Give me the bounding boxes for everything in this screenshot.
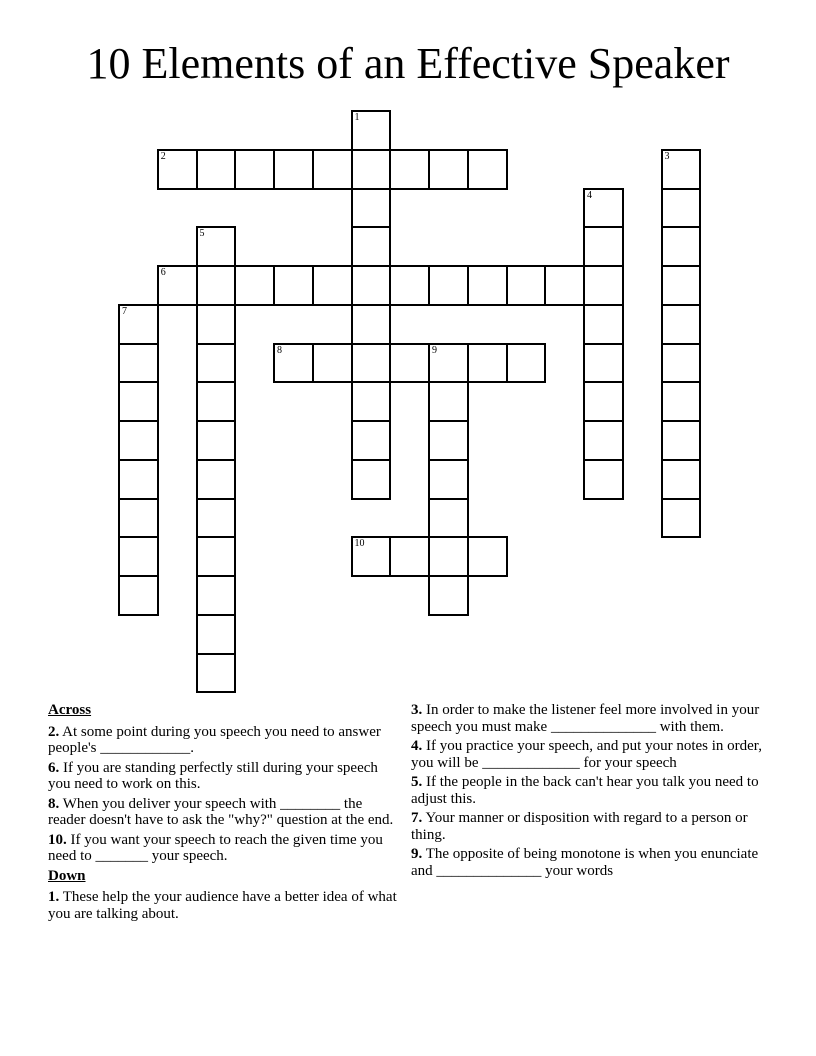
clue-number-label: 4 bbox=[587, 189, 592, 201]
grid-cell[interactable] bbox=[196, 459, 237, 500]
grid-cell[interactable] bbox=[273, 343, 314, 384]
grid-cell[interactable] bbox=[428, 459, 469, 500]
grid-cell[interactable] bbox=[118, 498, 159, 539]
clue-down-3 bbox=[411, 702, 771, 735]
grid-cell[interactable] bbox=[234, 149, 275, 190]
grid-cell[interactable] bbox=[351, 188, 392, 229]
grid-cell[interactable] bbox=[157, 149, 198, 190]
grid-cell[interactable] bbox=[661, 304, 702, 345]
clue-number: 4. bbox=[411, 738, 423, 754]
grid-cell[interactable] bbox=[428, 149, 469, 190]
grid-cell[interactable] bbox=[351, 381, 392, 422]
grid-cell[interactable] bbox=[428, 381, 469, 422]
grid-cell[interactable] bbox=[506, 343, 547, 384]
clue-number: 5. bbox=[411, 774, 423, 790]
clue-number: 7. bbox=[411, 810, 423, 826]
clue-number-label: 3 bbox=[664, 150, 670, 162]
grid-cell[interactable] bbox=[196, 304, 237, 345]
grid-cell[interactable] bbox=[583, 304, 624, 345]
clue-text: If you practice your speech, and put your notes in order, you will be _____________ for your speech bbox=[411, 738, 762, 771]
clue-number: 3. bbox=[411, 702, 423, 718]
grid-cell[interactable] bbox=[583, 459, 624, 500]
clue-number: 8. bbox=[48, 795, 60, 812]
grid-cell[interactable] bbox=[583, 343, 624, 384]
grid-cell[interactable] bbox=[312, 343, 353, 384]
grid-cell[interactable] bbox=[351, 304, 392, 345]
grid-cell[interactable] bbox=[196, 575, 237, 616]
clue-across-8 bbox=[48, 796, 398, 829]
clue-down-1 bbox=[48, 889, 398, 922]
grid-cell[interactable] bbox=[661, 265, 702, 306]
grid-cell[interactable] bbox=[661, 149, 702, 190]
grid-cell[interactable] bbox=[351, 149, 392, 190]
grid-cell[interactable] bbox=[428, 265, 469, 306]
grid-cell[interactable] bbox=[544, 265, 585, 306]
grid-cell[interactable] bbox=[583, 420, 624, 461]
clue-number-label: 8 bbox=[277, 344, 282, 356]
grid-cell[interactable] bbox=[196, 226, 237, 267]
grid-cell[interactable] bbox=[583, 226, 624, 267]
clue-number: 2. bbox=[48, 723, 60, 740]
grid-cell[interactable] bbox=[583, 265, 624, 306]
clue-down-4 bbox=[411, 738, 771, 771]
clue-number: 1. bbox=[48, 889, 60, 905]
clue-text: If you want your speech to reach the given time you need to _______ your speech. bbox=[48, 831, 383, 864]
down-heading: Down bbox=[48, 867, 86, 884]
clues-column-left bbox=[48, 702, 398, 925]
clue-text: Your manner or disposition with regard to a person or thing. bbox=[411, 810, 748, 843]
grid-cell[interactable] bbox=[118, 420, 159, 461]
grid-cell[interactable] bbox=[506, 265, 547, 306]
clue-number: 6. bbox=[48, 759, 60, 776]
grid-cell[interactable] bbox=[118, 381, 159, 422]
grid-cell[interactable] bbox=[157, 265, 198, 306]
grid-cell[interactable] bbox=[351, 226, 392, 267]
across-heading: Across bbox=[48, 702, 92, 718]
grid-cell[interactable] bbox=[196, 420, 237, 461]
grid-cell[interactable] bbox=[196, 653, 237, 694]
grid-cell[interactable] bbox=[351, 343, 392, 384]
grid-cell[interactable] bbox=[428, 498, 469, 539]
grid-cell[interactable] bbox=[273, 265, 314, 306]
clue-number-label: 6 bbox=[160, 267, 166, 278]
clue-down-7 bbox=[411, 810, 771, 843]
grid-cell[interactable] bbox=[583, 381, 624, 422]
grid-cell[interactable] bbox=[661, 381, 702, 422]
grid-cell[interactable] bbox=[196, 614, 237, 655]
clue-across-10 bbox=[48, 832, 398, 865]
grid-cell[interactable] bbox=[234, 265, 275, 306]
clue-text: At some point during you speech you need to answer people's ____________. bbox=[48, 723, 381, 756]
page-title: 10 Elements of an Effective Speaker bbox=[86, 39, 730, 88]
grid-cell[interactable] bbox=[273, 149, 314, 190]
clue-text: When you deliver your speech with ________ the reader doesn't have to ask the "why?" question at the end. bbox=[48, 795, 394, 828]
clue-down-5 bbox=[411, 774, 771, 807]
clue-number-label: 9 bbox=[432, 344, 437, 356]
grid-cell[interactable] bbox=[661, 226, 702, 267]
grid-cell[interactable] bbox=[661, 459, 702, 500]
grid-cell[interactable] bbox=[661, 420, 702, 461]
grid-cell[interactable] bbox=[351, 265, 392, 306]
grid-cell[interactable] bbox=[118, 304, 159, 345]
grid-cell[interactable] bbox=[312, 149, 353, 190]
grid-cell[interactable] bbox=[583, 188, 624, 229]
clue-text: In order to make the listener feel more involved in your speech you must make ______________ with them. bbox=[411, 702, 760, 735]
grid-cell[interactable] bbox=[196, 536, 237, 577]
clue-text: These help the your audience have a better idea of what you are talking about. bbox=[48, 889, 397, 922]
clue-down-9 bbox=[411, 846, 771, 879]
grid-cell[interactable] bbox=[351, 420, 392, 461]
grid-cell[interactable] bbox=[389, 265, 430, 306]
grid-cell[interactable] bbox=[661, 498, 702, 539]
grid-cell[interactable] bbox=[389, 149, 430, 190]
grid-cell[interactable] bbox=[661, 188, 702, 229]
clue-across-2 bbox=[48, 724, 398, 757]
grid-cell[interactable] bbox=[196, 343, 237, 384]
grid-cell[interactable] bbox=[428, 575, 469, 616]
clue-number-label: 10 bbox=[354, 538, 365, 550]
clue-text: The opposite of being monotone is when you enunciate and ______________ your words bbox=[411, 846, 759, 879]
grid-cell[interactable] bbox=[467, 536, 508, 577]
grid-cell[interactable] bbox=[118, 536, 159, 577]
grid-cell[interactable] bbox=[351, 459, 392, 500]
grid-cell[interactable] bbox=[661, 343, 702, 384]
grid-cell[interactable] bbox=[428, 420, 469, 461]
clue-across-6 bbox=[48, 760, 398, 793]
grid-cell[interactable] bbox=[118, 343, 159, 384]
grid-cell[interactable] bbox=[196, 498, 237, 539]
grid-cell[interactable] bbox=[196, 381, 237, 422]
grid-cell[interactable] bbox=[118, 459, 159, 500]
clue-number-label: 5 bbox=[199, 228, 205, 240]
clue-number-label: 7 bbox=[122, 305, 127, 317]
clue-number: 9. bbox=[411, 846, 423, 862]
clue-number: 10. bbox=[48, 831, 67, 848]
grid-cell[interactable] bbox=[196, 265, 237, 306]
clues-column-right bbox=[411, 702, 771, 882]
clue-number-label: 2 bbox=[160, 150, 166, 162]
grid-cell[interactable] bbox=[118, 575, 159, 616]
clue-text: If the people in the back can't hear you talk you need to adjust this. bbox=[411, 774, 759, 807]
grid-cell[interactable] bbox=[389, 343, 430, 384]
grid-cell[interactable] bbox=[467, 149, 508, 190]
clue-number-label: 1 bbox=[354, 112, 360, 123]
grid-cell[interactable] bbox=[196, 149, 237, 190]
grid-cell[interactable] bbox=[428, 343, 469, 384]
grid-cell[interactable] bbox=[467, 265, 508, 306]
grid-cell[interactable] bbox=[351, 110, 392, 151]
grid-cell[interactable] bbox=[467, 343, 508, 384]
grid-cell[interactable] bbox=[428, 536, 469, 577]
clue-text: If you are standing perfectly still during your speech you need to work on this. bbox=[48, 759, 378, 792]
grid-cell[interactable] bbox=[312, 265, 353, 306]
grid-cell[interactable] bbox=[389, 536, 430, 577]
grid-cell[interactable] bbox=[351, 536, 392, 577]
